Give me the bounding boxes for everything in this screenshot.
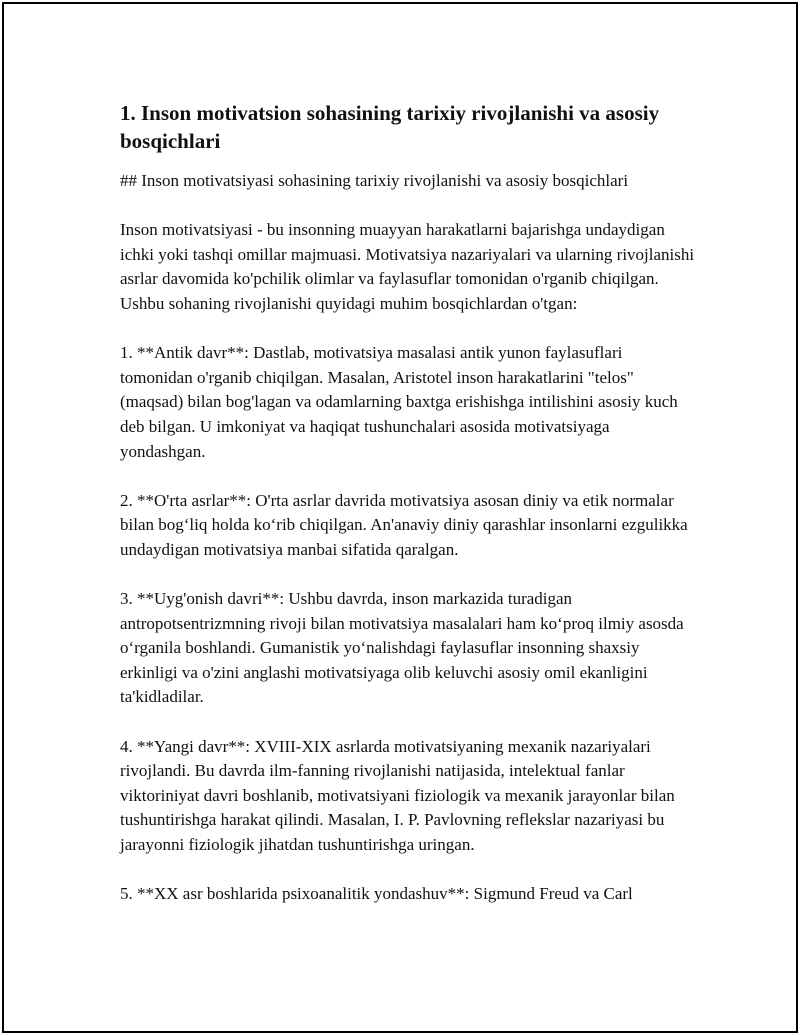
section-heading: 1. Inson motivatsion sohasining tarixiy rivojlanishi va asosiy bosqichlari	[120, 101, 660, 153]
list-item-orta-asrlar: 2. **O'rta asrlar**: O'rta asrlar davrida motivatsiya asosan diniy va etik normalar bilan bog‘liq holda ko‘rib chiqilgan. An'anaviy diniy qarashlar insonlarni ezgulikka undaydigan motivatsiya manbai sifatida qaralgan.	[120, 490, 688, 559]
document-body	[120, 99, 695, 931]
markdown-subheading: ## Inson motivatsiyasi sohasining tarixiy rivojlanishi va asosiy bosqichlari	[120, 171, 629, 190]
list-item-yangi-davr: 4. **Yangi davr**: XVIII-XIX asrlarda motivatsiyaning mexanik nazariyalari rivojlandi. Bu davrda ilm-fanning rivojlanishi natijasida, intelektual fanlar viktoriniyat davri boshlanib, motivatsiyani fiziologik va mexanik jarayonlar bilan tushuntirishga harakat qilindi. Masalan, I. P. Pavlovning reflekslar nazariyasi bu jarayonni fiziologik jihatdan tushuntirishga uringan.	[120, 736, 675, 855]
page-frame	[2, 2, 798, 1033]
list-item-antik-davr: 1. **Antik davr**: Dastlab, motivatsiya masalasi antik yunon faylasuflari tomonidan o'rganib chiqilgan. Masalan, Aristotel inson harakatlarini "telos" (maqsad) bilan bog'lagan va odamlarning baxtga erishishga intilishini asosiy kuch deb bilgan. U imkoniyat va haqiqat tushunchalari asosida motivatsiyaga yondashgan.	[120, 343, 678, 461]
list-item-uygonish-davri: 3. **Uyg'onish davri**: Ushbu davrda, inson markazida turadigan antropotsentrizmning rivoji bilan motivatsiya masalalari ham ko‘proq ilmiy asosda o‘rganila boshlandi. Gumanistik yo‘nalishdagi faylasuflar insonning shaxsiy erkinligi va o'zini anglashi motivatsiyaga olib keluvchi asosiy omil ekanligini ta'kidladilar.	[120, 589, 684, 707]
intro-paragraph: Inson motivatsiyasi - bu insonning muayyan harakatlarni bajarishga undaydigan ichki yoki tashqi omillar majmuasi. Motivatsiya nazariyalari va ularning rivojlanishi asrlar davomida ko'pchilik olimlar va faylasuflar tomonidan o'rganib chiqilgan. Ushbu sohaning rivojlanishi quyidagi muhim bosqichlardan o'tgan:	[120, 220, 695, 313]
list-item-xx-asr: 5. **XX asr boshlarida psixoanalitik yondashuv**: Sigmund Freud va Carl	[120, 884, 633, 904]
